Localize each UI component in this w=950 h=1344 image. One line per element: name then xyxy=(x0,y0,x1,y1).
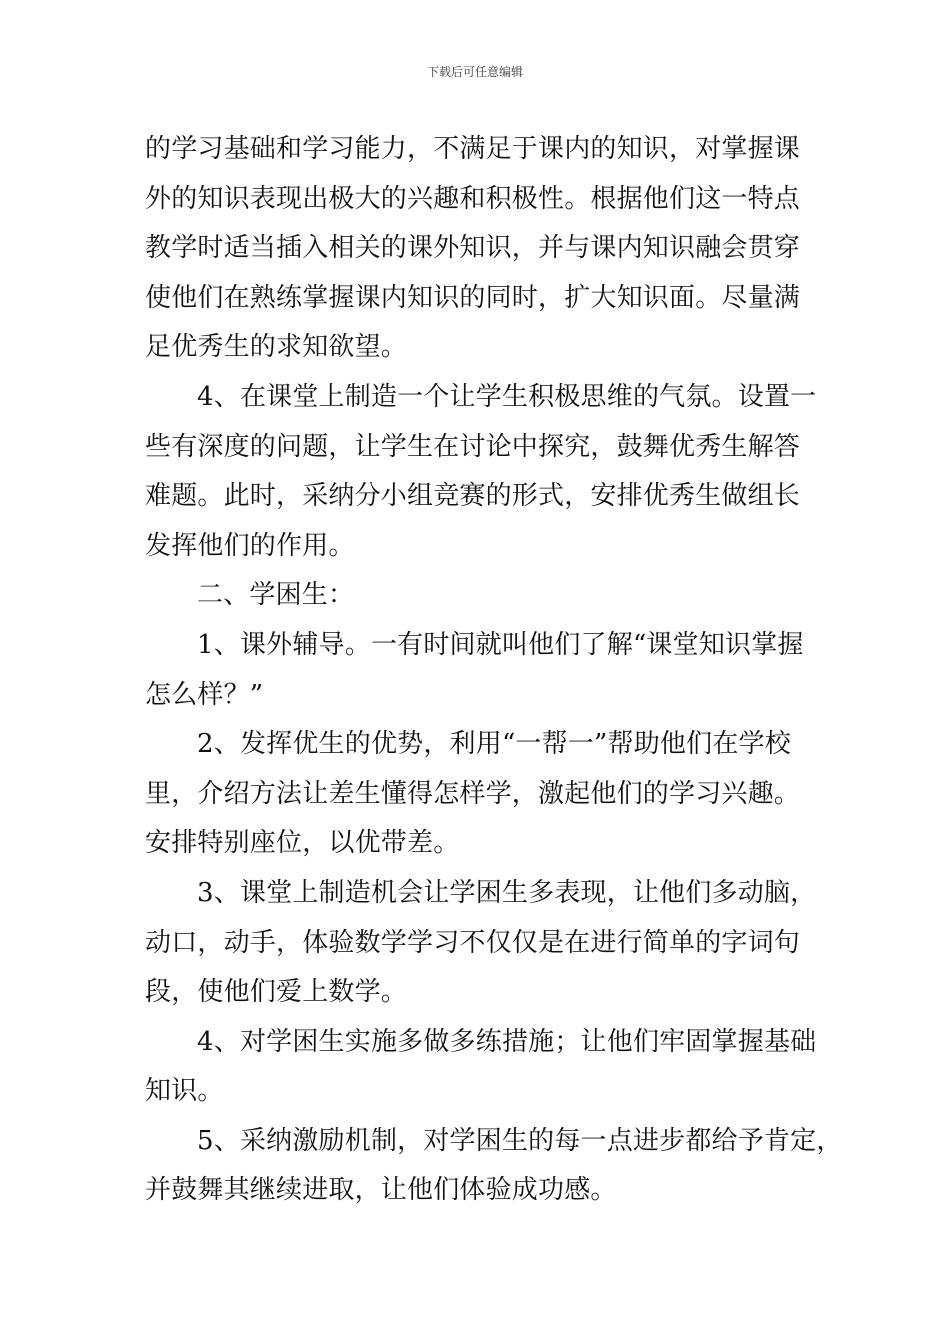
paragraph-item-4-excellent xyxy=(145,373,825,571)
text-line: 教学时适当插入相关的课外知识，并与课内知识融会贯穿 xyxy=(145,233,801,264)
paragraph-item-4 xyxy=(145,1018,825,1117)
text-line: 4、在课堂上制造一个让学生积极思维的气氛。设置一 xyxy=(197,381,817,412)
text-line: 并鼓舞其继续进取，让他们体验成功感。 xyxy=(145,1175,617,1206)
text-line: 难题。此时，采纳分小组竞赛的形式，安排优秀生做组长 xyxy=(145,481,801,512)
paragraph-item-3 xyxy=(145,869,825,1018)
text-line: 二、学困生： xyxy=(197,580,355,611)
text-line: 2、发挥优生的优势，利用“一帮一”帮助他们在学校 xyxy=(197,729,791,760)
text-line: 里，介绍方法让差生懂得怎样学，激起他们的学习兴趣。 xyxy=(145,778,801,809)
text-line: 段，使他们爱上数学。 xyxy=(145,977,408,1008)
text-line: 1、课外辅导。一有时间就叫他们了解“课堂知识掌握 xyxy=(197,629,804,660)
text-line: 怎么样？” xyxy=(145,679,264,710)
paragraph-item-2 xyxy=(145,720,825,869)
text-line: 3、课堂上制造机会让学困生多表现，让他们多动脑， xyxy=(197,877,817,908)
text-line: 发挥他们的作用。 xyxy=(145,530,355,561)
page-header: 下载后可任意编辑 xyxy=(426,65,523,79)
text-line: 5、采纳激励机制，对学困生的每一点进步都给予肯定， xyxy=(197,1125,843,1156)
paragraph-item-1 xyxy=(145,621,825,720)
text-line: 使他们在熟练掌握课内知识的同时，扩大知识面。尽量满 xyxy=(145,282,801,313)
text-line: 4、对学困生实施多做多练措施；让他们牢固掌握基础 xyxy=(197,1026,817,1057)
document-body xyxy=(145,125,843,1216)
text-line: 足优秀生的求知欲望。 xyxy=(145,332,408,363)
text-line: 动口，动手，体验数学学习不仅仅是在进行简单的字词句 xyxy=(145,927,801,958)
paragraph-item-5 xyxy=(145,1117,843,1216)
text-line: 些有深度的问题，让学生在讨论中探究，鼓舞优秀生解答 xyxy=(145,431,801,462)
text-line: 外的知识表现出极大的兴趣和积极性。根据他们这一特点 xyxy=(145,183,801,214)
text-line: 的学习基础和学习能力，不满足于课内的知识，对掌握课 xyxy=(145,134,801,164)
section-heading-struggling-students xyxy=(145,571,825,621)
paragraph-continued xyxy=(145,125,825,373)
text-line: 安排特别座位，以优带差。 xyxy=(145,828,460,859)
text-line: 知识。 xyxy=(145,1076,224,1107)
